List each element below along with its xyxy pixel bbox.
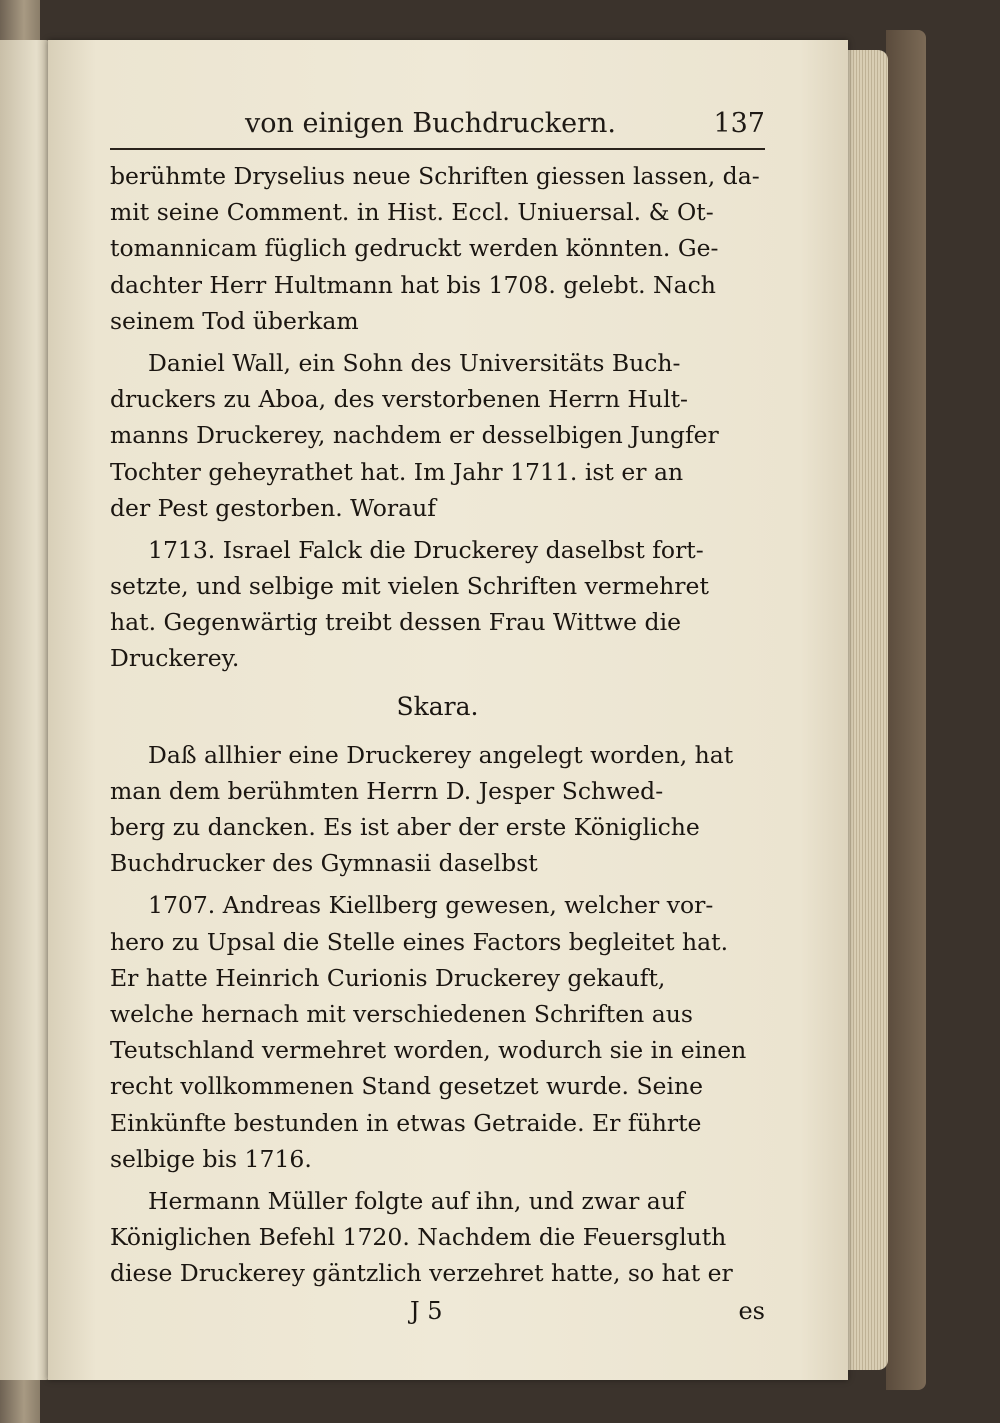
page-footer — [110, 1291, 765, 1331]
text-line: Teutschland vermehret worden, wodurch sie in einen — [110, 1036, 747, 1065]
page-number: 137 — [713, 108, 765, 139]
text-line: diese Druckerey gäntzlich verzehret hatte, so hat er — [110, 1259, 733, 1288]
text-line: Einkünfte bestunden in etwas Getraide. Er führte — [110, 1108, 702, 1137]
text-line: manns Druckerey, nachdem er desselbigen Jungfer — [110, 421, 719, 450]
text-line: Tochter geheyrathet hat. Im Jahr 1711. ist er an — [110, 457, 684, 486]
text-line: selbige bis 1716. — [110, 1144, 312, 1173]
text-line: Daniel Wall, ein Sohn des Universitäts Buch- — [148, 348, 681, 377]
catchword: es — [738, 1297, 765, 1326]
signature-mark: J 5 — [410, 1297, 443, 1326]
text-line: Er hatte Heinrich Curionis Druckerey gekauft, — [110, 963, 666, 992]
page-text — [110, 158, 765, 1331]
text-line: mit seine Comment. in Hist. Eccl. Uniuersal. & Ot- — [110, 198, 714, 227]
page-edges — [848, 50, 888, 1370]
book-cover — [886, 30, 926, 1390]
text-line: 1713. Israel Falck die Druckerey daselbst fort- — [148, 535, 704, 564]
text-line: berg zu dancken. Es ist aber der erste Königliche — [110, 813, 700, 841]
section-heading: Skara. — [396, 691, 479, 721]
text-line: seinem Tod überkam — [110, 306, 359, 335]
text-line: recht vollkommenen Stand gesetzet wurde. Seine — [110, 1072, 704, 1101]
header-rule — [110, 148, 765, 150]
text-line: setzte, und selbige mit vielen Schriften vermehret — [110, 572, 709, 601]
text-line: der Pest gestorben. Worauf — [110, 493, 436, 522]
text-line: hero zu Upsal die Stelle eines Factors begleitet hat. — [110, 927, 729, 956]
text-line: tomannicam füglich gedruckt werden könnten. Ge- — [110, 234, 719, 263]
text-line: hat. Gegenwärtig treibt dessen Frau Wittwe die — [110, 608, 682, 637]
text-line: Königlichen Befehl 1720. Nachdem die Feuersgluth — [110, 1223, 727, 1252]
running-head: von einigen Buchdruckern. — [245, 108, 617, 139]
text-line: Hermann Müller folgte auf ihn, und zwar auf — [148, 1186, 685, 1215]
text-line: dachter Herr Hultmann hat bis 1708. gelebt. Nach — [110, 270, 716, 299]
text-line: welche hernach mit verschiedenen Schriften aus — [110, 999, 693, 1028]
left-page-edge — [0, 40, 52, 1380]
text-line: 1707. Andreas Kiellberg gewesen, welcher vor- — [148, 891, 714, 920]
text-line: druckers zu Aboa, des verstorbenen Herrn Hult- — [110, 385, 688, 414]
text-line: berühmte Dryselius neue Schriften giessen lassen, da- — [110, 162, 760, 190]
text-line: Daß allhier eine Druckerey angelegt worden, hat — [148, 740, 734, 769]
page-header — [110, 104, 765, 144]
text-line: man dem berühmten Herrn D. Jesper Schwed- — [110, 776, 664, 805]
text-line: Buchdrucker des Gymnasii daselbst — [110, 849, 538, 878]
text-line: Druckerey. — [110, 644, 240, 673]
